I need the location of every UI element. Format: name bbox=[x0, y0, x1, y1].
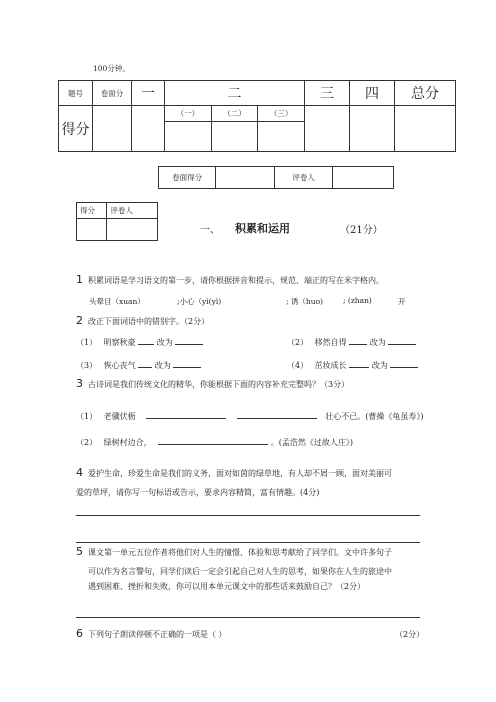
q4-text-line-2: 爱的草坪，请你写一句标语或告示，要求内容精简，富有情趣。(4分) bbox=[76, 488, 320, 497]
q3-item-2-start: 绿树村边合， bbox=[103, 438, 152, 447]
q2-item-2-label: （2） bbox=[287, 338, 309, 347]
score-cell-two-2[interactable] bbox=[211, 122, 258, 152]
q2-item-3-label: （3） bbox=[76, 361, 98, 370]
header-cell-two: 二 bbox=[165, 81, 305, 106]
mini-grader-value[interactable] bbox=[107, 219, 158, 241]
sub-col-1: （一） bbox=[165, 106, 212, 122]
score-cell-four[interactable] bbox=[350, 106, 395, 152]
header-cell-number: 题号 bbox=[59, 81, 93, 106]
q3-number: 3 bbox=[76, 377, 83, 390]
q4-answer-line-2[interactable] bbox=[76, 542, 420, 543]
q2-item-2-answer[interactable] bbox=[388, 336, 416, 345]
q4-number: 4 bbox=[76, 466, 83, 479]
q5-text-line-1: 课文第一单元五位作者将他们对人生的憧憬、体验和思考献给了同学们。文中许多句子 bbox=[88, 548, 392, 557]
q2-item-1-word: 明察秋豪 bbox=[103, 338, 136, 347]
q1-item-4: ; (zhan) bbox=[343, 296, 372, 305]
q2-item-3 bbox=[76, 359, 201, 371]
grader-value[interactable] bbox=[332, 167, 393, 189]
q2-number: 2 bbox=[76, 314, 83, 327]
q2-item-2-gap bbox=[349, 336, 367, 345]
grader-label: 评卷人 bbox=[275, 167, 332, 189]
sub-col-2: （二） bbox=[211, 106, 258, 122]
time-note: 100分钟。 bbox=[93, 64, 130, 73]
section-title: 积累和运用 bbox=[235, 222, 290, 235]
q2-item-4-label: （4） bbox=[287, 361, 309, 370]
q2-item-4-word: 茁妆成长 bbox=[314, 361, 347, 370]
score-row-label: 得分 bbox=[59, 106, 93, 152]
q1-item-5: 开 bbox=[398, 297, 406, 306]
q5-text-line-3: 遇到困难、挫折和失败，你可以用本单元课文中的那些话来鼓励自己？（2分） bbox=[88, 582, 366, 591]
sub-col-3: （三） bbox=[258, 106, 305, 122]
score-cell-one[interactable] bbox=[132, 106, 165, 152]
q2-item-4-fix: 改为 bbox=[371, 361, 388, 370]
q3-item-2 bbox=[76, 436, 353, 448]
paper-score-label: 卷面得分 bbox=[159, 167, 216, 189]
q2-item-4 bbox=[287, 359, 418, 371]
q4-answer-line[interactable] bbox=[76, 515, 420, 516]
q2-item-1-label: （1） bbox=[76, 338, 98, 347]
q4-text-line-1: 爱护生命，珍爱生命是我们的义务，面对如茵的绿草地，有人却不屑一顾，面对美丽可 bbox=[88, 469, 392, 478]
score-cell-paper[interactable] bbox=[93, 106, 132, 152]
q2-item-1-gap bbox=[138, 336, 154, 345]
q1-item-1: 头晕目（xuan） bbox=[89, 297, 145, 306]
header-cell-total: 总分 bbox=[395, 81, 456, 106]
header-cell-paper: 卷面分 bbox=[93, 81, 132, 106]
q6-number: 6 bbox=[76, 627, 83, 640]
q3-item-2-end: 。(孟浩然《过故人庄》) bbox=[270, 438, 353, 447]
q3-item-1 bbox=[76, 410, 424, 422]
section-points: （21分） bbox=[340, 225, 383, 236]
score-cell-two-1[interactable] bbox=[165, 122, 212, 152]
q2-item-2-fix: 改为 bbox=[369, 338, 386, 347]
q1-item-3: ; 诱（huo) bbox=[286, 297, 324, 306]
mini-score-label: 得分 bbox=[77, 203, 107, 219]
q2-item-2-word: 移然自得 bbox=[314, 338, 347, 347]
q1-number: 1 bbox=[76, 273, 83, 286]
q3-item-1-start: 老骥伏枥 bbox=[103, 412, 136, 421]
q3-text: 古诗词是我们传统文化的精华，你能根据下面的内容补充完整吗？（3分） bbox=[88, 380, 350, 389]
q2-item-3-word: 恢心丧气 bbox=[103, 361, 136, 370]
q2-item-1-fix: 改为 bbox=[156, 338, 173, 347]
q1-item-2: ;小心（yì(yì) bbox=[177, 297, 222, 306]
q5-text-line-2: 可以作为名言警句，同学们读后一定会引起自己对人生的思考，如果你在人生的旅途中 bbox=[88, 567, 392, 576]
q2-item-1 bbox=[76, 336, 203, 348]
q2-text: 改正下面词语中的错别字。（2分） bbox=[88, 317, 210, 326]
score-cell-total[interactable] bbox=[395, 106, 456, 152]
q3-item-1-label: （1） bbox=[76, 412, 98, 421]
q2-item-4-gap bbox=[349, 359, 369, 368]
q3-item-1-blank-a[interactable] bbox=[146, 410, 226, 419]
q5-answer-line[interactable] bbox=[76, 617, 420, 618]
q2-item-3-gap bbox=[138, 359, 152, 368]
mini-score-value[interactable] bbox=[77, 219, 107, 241]
q2-item-4-answer[interactable] bbox=[390, 359, 418, 368]
score-cell-two-3[interactable] bbox=[258, 122, 305, 152]
q3-item-2-label: （2） bbox=[76, 438, 98, 447]
header-cell-three: 三 bbox=[305, 81, 350, 106]
section-number: 一、 bbox=[200, 225, 220, 236]
q3-item-1-end: 壮心不已。(曹操《龟虽寿》) bbox=[325, 412, 424, 421]
header-cell-one: 一 bbox=[132, 81, 165, 106]
score-cell-three[interactable] bbox=[305, 106, 350, 152]
header-cell-four: 四 bbox=[350, 81, 395, 106]
q3-item-1-blank-b[interactable] bbox=[237, 410, 317, 419]
mini-grader-label: 评卷人 bbox=[107, 203, 158, 219]
section-score-table bbox=[76, 202, 158, 241]
q1-text: 积累词语是学习语文的第一步，请你根据拼音和提示，规范、端正的写在米字格内。 bbox=[88, 276, 384, 285]
q2-item-1-answer[interactable] bbox=[175, 336, 203, 345]
paper-score-value[interactable] bbox=[216, 167, 275, 189]
paper-score-table bbox=[158, 166, 394, 189]
q5-number: 5 bbox=[76, 545, 83, 558]
q3-item-2-blank[interactable] bbox=[158, 436, 268, 445]
q2-item-3-fix: 改为 bbox=[154, 361, 171, 370]
q2-item-3-answer[interactable] bbox=[173, 359, 201, 368]
q2-item-2 bbox=[287, 336, 416, 348]
q6-text: 下列句子朗读停顿不正确的一项是（ ） bbox=[88, 630, 227, 639]
score-table bbox=[58, 80, 456, 152]
q6-points: （2分） bbox=[395, 630, 425, 639]
